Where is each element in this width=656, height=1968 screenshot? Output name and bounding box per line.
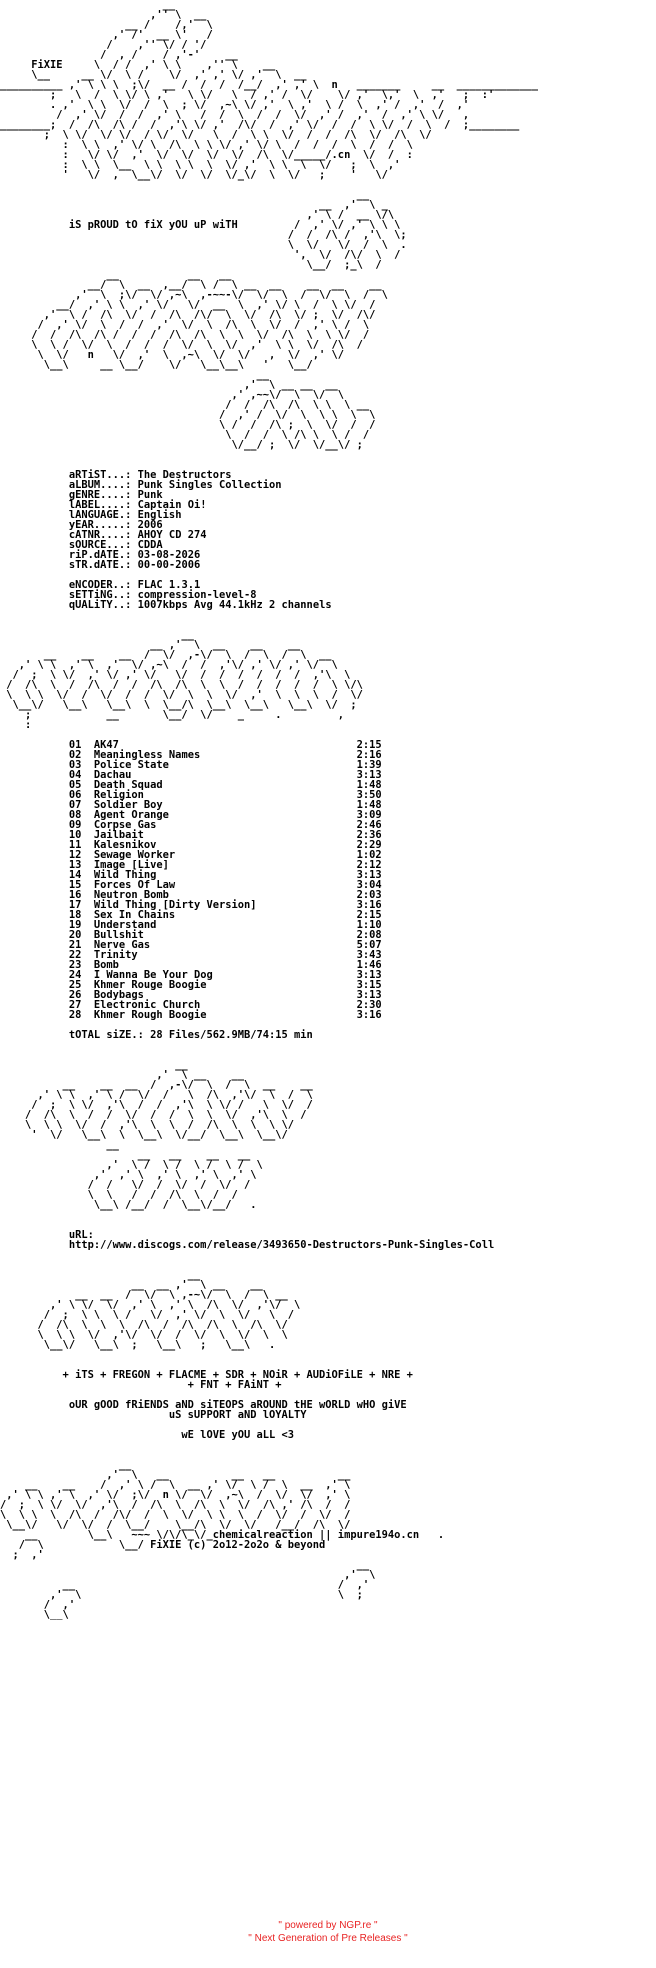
track-number: 14 bbox=[68, 869, 82, 881]
greets-friends-line-1: oUR gOOD fRiENDS aND siTEOPS aROUND tHE wORLD wHO giVE bbox=[0, 1399, 407, 1411]
track-time: 3:13 bbox=[356, 769, 382, 781]
field-value: compression-level-8 bbox=[137, 589, 257, 601]
track-number: 06 bbox=[68, 789, 82, 801]
track-number: 27 bbox=[68, 999, 82, 1011]
track-title: Kalesnikov bbox=[93, 839, 157, 851]
track-title: Trinity bbox=[93, 949, 138, 961]
track-number: 28 bbox=[68, 1009, 82, 1021]
signoff-ascii-logo: __ ,' \ __ __ __ __ __ __ / ,' \ / \ __ ,' \/ \ / \ __ ,' \ ,' \ \ ,' \ ,' \/ ;\/ n \/ \/ ,~\ / \/ \/ ,' \ / ; \ \/ \/ ,'\ / /\ \ /\ \ \/ /\ ,' /\ / / \ \ \ \ /\ / /\/ / \ \/ \ \ \ / \/ / \/ / \__\/ \/ \/ / \__/ \__/\ \/ \/ /__/ /\ \/ __ \__\ ~~~ \/\/\_\/_chemicalreaction || impure194o.cn . / \ \__/ FiXIE (c) 2o12-2o2o & beyond ; ,' __ ,' \ __ / ,' ,' \ \ ; / ,' \__\ bbox=[0, 1459, 445, 1620]
release-info-block bbox=[0, 470, 656, 570]
track-title: Wild Thing [Dirty Version] bbox=[93, 899, 257, 911]
field-value: English bbox=[137, 509, 182, 521]
footer-tagline: " Next Generation of Pre Releases " bbox=[248, 1933, 408, 1944]
track-title: Death Squad bbox=[93, 779, 163, 791]
track-number: 25 bbox=[68, 979, 82, 991]
total-size: tOTAL siZE.: 28 Files/562.9MB/74:15 min bbox=[0, 1029, 313, 1041]
track-number: 09 bbox=[68, 819, 82, 831]
greets-groups-line-1: + iTS + FREGON + FLACME + SDR + NOiR + AUDiOFiLE + NRE + bbox=[0, 1369, 413, 1381]
track-number: 15 bbox=[68, 879, 82, 891]
track-title: Forces Of Law bbox=[93, 879, 176, 891]
track-time: 3:16 bbox=[356, 899, 382, 911]
url-label: uRL: bbox=[0, 1229, 94, 1241]
greets-ascii-logo: __ __ __ ,' \ __ __ __ __ / \/ \ ,-~\/ \ / \ __ ,' \ \/ \/ ,' \ ,' \ /\ \/ ,'\/ \ / ; \ \ \ / \/ ,' \/ \ \/ \ / / /\ \ \ \ /\ / /\ /\ \ /\ \/ \ \ \ \/ ,'\/ \/ / \/ \ \/ \ \ \__\/ \__\ ; \__\ ; \__\ . bbox=[37, 1269, 301, 1351]
track-number: 05 bbox=[68, 779, 82, 791]
field-key: aRTiST...: bbox=[68, 469, 132, 481]
impure-ascii-logo: __ __ __ __/ \ __ ,__/ \ / \ __ __ __ __ __ ,' \ ;\/ \/ ,~\ ,-~~-\/ \/ \ / \/ \ / \ __/ ,' \ \ ,' \/ \/ __ \ ,' \/ \ / \ \/ / ,' \ / /\ \/ / /\ /\/ \ \/ /\ \/ ; \/ /\/ / ,' \/ \ / / ,' \/ \ /\ \ \/ / ,' \ / \ / / /\ /\ / / / /\ /\ \ \ \/ /\ \ \ \/ / \ \ / \/ \ / / / \/ \ \/ ,' \ \ \/ /\ / \ \/ n \/ ,' \ ,~\ \/ \/ , \/ ,' \/ \__\ __ \__/ \/ \__\__\ ' \__/ bbox=[31, 269, 388, 371]
track-number: 20 bbox=[68, 929, 82, 941]
track-number: 16 bbox=[68, 889, 82, 901]
track-title: Corpse Gas bbox=[93, 819, 157, 831]
track-time: 2:16 bbox=[356, 749, 382, 761]
track-title: Image [Live] bbox=[93, 859, 169, 871]
field-key: qUALiTY..: bbox=[68, 599, 132, 611]
track-title: Meaningless Names bbox=[93, 749, 201, 761]
track-time: 3:09 bbox=[356, 809, 382, 821]
track-number: 11 bbox=[68, 839, 82, 851]
track-number: 03 bbox=[68, 759, 82, 771]
field-value: 00-00-2006 bbox=[137, 559, 201, 571]
proud-to-fix-ascii-logo: __ __ ,' \ _ ,' \ / __ \/\ iS pROUD tO fiX yOU uP wiTH / ,' \/ ,' \ \ \ / / /\ / ,'\ \; \ \/ \/ / \ . ', \/ /\/ \ / \__/ ;_\ / bbox=[68, 189, 407, 271]
field-key: eNCODER..: bbox=[68, 579, 132, 591]
track-time: 1:48 bbox=[356, 799, 382, 811]
nfo-ascii-logo: __ ,' \ __ __ __ ,' ,~~\/ \ \/ \ / / /\ /\ \ \ \ __ / ,' / \/ \ \ \ \ \ \ / / /\ ; \ \/ / / \ / / \ /\ \ \ / / \/__/ ; \/ \/__\/ ; bbox=[218, 369, 376, 451]
track-time: 3:16 bbox=[356, 1009, 382, 1021]
track-title: AK47 bbox=[93, 739, 119, 751]
track-time: 1:46 bbox=[356, 959, 382, 971]
release-url-link[interactable]: http://www.discogs.com/release/3493650-Destructors-Punk-Singles-Coll bbox=[0, 1239, 495, 1251]
track-time: 3:15 bbox=[356, 979, 382, 991]
track-time: 1:39 bbox=[356, 759, 382, 771]
tracklist bbox=[0, 740, 656, 1020]
track-title: Khmer Rough Boogie bbox=[93, 1009, 207, 1021]
encoding-info-block bbox=[0, 580, 656, 610]
track-title: Bullshit bbox=[93, 929, 144, 941]
track-time: 1:10 bbox=[356, 919, 382, 931]
greets-friends-line-2: uS sUPPORT aND lOYALTY bbox=[0, 1409, 307, 1421]
track-time: 2:03 bbox=[356, 889, 382, 901]
track-time: 3:13 bbox=[356, 969, 382, 981]
track-title: Soldier Boy bbox=[93, 799, 163, 811]
track-number: 08 bbox=[68, 809, 82, 821]
field-key: gENRE....: bbox=[68, 489, 132, 501]
field-key: sOURCE...: bbox=[68, 539, 132, 551]
field-key: lANGUAGE.: bbox=[68, 509, 132, 521]
track-time: 2:46 bbox=[356, 819, 382, 831]
track-title: Sex In Chains bbox=[93, 909, 176, 921]
track-title: Jailbait bbox=[93, 829, 144, 841]
track-time: 3:13 bbox=[356, 869, 382, 881]
track-number: 07 bbox=[68, 799, 82, 811]
track-title: Agent Orange bbox=[93, 809, 169, 821]
track-number: 01 bbox=[68, 739, 82, 751]
track-number: 17 bbox=[68, 899, 82, 911]
field-value: Captain Oi! bbox=[137, 499, 207, 511]
track-time: 2:15 bbox=[356, 909, 382, 921]
track-number: 18 bbox=[68, 909, 82, 921]
track-title: Religion bbox=[93, 789, 144, 801]
track-time: 3:50 bbox=[356, 789, 382, 801]
track-number: 26 bbox=[68, 989, 82, 1001]
field-key: sETTiNG..: bbox=[68, 589, 132, 601]
track-title: Neutron Bomb bbox=[93, 889, 169, 901]
track-time: 3:13 bbox=[356, 989, 382, 1001]
track-time: 2:30 bbox=[356, 999, 382, 1011]
track-title: Police State bbox=[93, 759, 169, 771]
footer bbox=[0, 1919, 656, 1945]
field-value: 2006 bbox=[137, 519, 163, 531]
fixie-header-ascii-logo: __ ,'' \ __ __ / /,' \ ,' /' __ \' / / ,'' \/ / '/ / , / / ,'-' __ FiXIE \ / / ,' \ \ ,'' \ __ \__ __ \/ \ / \/ ,' ,' \/ ,' \ __ __________ ,' \ \ \ ;\/ __ / / / /__/ ,' ,' \ n _______ __ _____________ ; \ / \ \/ \ ,' \ \/ \ / ,' / \/ \/ ,' \,' \ ,' ; :' . ,' \ \ \/ / \ ; \/ ,~\ \/ ,' \ ,' \ / \ ,' / ,' / ,' / ,' \/ / / ,' \ / / \ / / \/ ,' / ,' / ,' \ \/ , ________; / /\ /\ / / ,'\ \/ ,' /\/ / ,' \/ / / \ \/ / \ / ;________ ; \ \/ \/ \/ / \/ \/ \ / \ \ \/ / / /\ \/ /\ \/ : \ \ ,' \/ \ /\ \ \ \/ ,' \/ \ / / / \ / / \ : \/ \/ ,' \/ \/ \/ \/ /\ \/_____/.cn \/ / : : \ \ \__ \ \ \ \ \ \/ ,' \ \ \ \/ ; \ ,' ' \/ , \__\/ \/ \/ \/_\/ \ \/ ; ' \/ bbox=[0, 0, 538, 181]
tracklist-ascii-logo: __ __ ,' \ __ __ __ __ __ __ / \/ ,-\/ \ / \ / \ __ ,' \ \ ,' \ ,' \/ ,~\ / / ,'\/ ,' \/ ,' \/ \ / ; \ \/ ,' \/ ,' \/ \/ / / / / / / ,'\ \ / /\ \ / /\ / / /\ /\ \ \ / / / / / \ \/\ \ \ \ \/ / \/ / / \/ \ \ \/ ,' \ \ \ / \/ \__\/ \__\ \__\ \ \__/\ \__\ \__\ \__\ \/ ; ; __ \__/ \/ _ . , : bbox=[6, 629, 363, 731]
track-time: 2:36 bbox=[356, 829, 382, 841]
release-field-row bbox=[0, 560, 656, 570]
track-time: 3:04 bbox=[356, 879, 382, 891]
field-key: riP.dATE.: bbox=[68, 549, 132, 561]
field-key: aLBUM....: bbox=[68, 479, 132, 491]
track-time: 1:02 bbox=[356, 849, 382, 861]
greets-love-line: wE lOVE yOU aLL <3 bbox=[0, 1429, 295, 1441]
track-row bbox=[0, 1010, 656, 1020]
greets-groups-line-2: + FNT + FAiNT + bbox=[0, 1379, 282, 1391]
field-value: FLAC 1.3.1 bbox=[137, 579, 201, 591]
field-key: lABEL....: bbox=[68, 499, 132, 511]
field-value: Punk Singles Collection bbox=[137, 479, 282, 491]
track-time: 2:08 bbox=[356, 929, 382, 941]
track-number: 19 bbox=[68, 919, 82, 931]
footer-powered-by-link[interactable]: " powered by NGP.re " bbox=[278, 1920, 378, 1931]
track-time: 3:43 bbox=[356, 949, 382, 961]
track-time: 2:12 bbox=[356, 859, 382, 871]
track-number: 21 bbox=[68, 939, 82, 951]
field-value: AHOY CD 274 bbox=[137, 529, 207, 541]
track-number: 10 bbox=[68, 829, 82, 841]
notes-ascii-logo: __ ,' \ __ __ __ __ __ / ,-\/ \ / \ __ __ ,' \ \ ,' \ / \/ / \ /\ ,'\/ \ / \ / ; \ \/ ,'\ / / ,'\ \ \/ / \ \/ / / /\ \ / / \/ / / \ \ \/ ,'\ \ / \ \ \ \/ / ,'\ \ \ / /\ \ \ \ \/ ' \/ \__\ \ \__\ \/__/ \__\ \__\/ __ __ __ __ __ ,' \ / \ / \ / \ / \ ,' ,' \ ,' \ ,' \ ,' \ / / \/ / \/ / \/ / \ \ / / /\ \ / / \__\ /__/ / \__\/__/ . bbox=[25, 1059, 313, 1211]
track-title: Electronic Church bbox=[93, 999, 201, 1011]
track-title: Sewage Worker bbox=[93, 849, 176, 861]
field-key: sTR.dATE.: bbox=[68, 559, 132, 571]
field-value: The Destructors bbox=[137, 469, 232, 481]
track-number: 12 bbox=[68, 849, 82, 861]
field-key: cATNR....: bbox=[68, 529, 132, 541]
track-number: 24 bbox=[68, 969, 82, 981]
field-value: 1007kbps Avg 44.1kHz 2 channels bbox=[137, 599, 332, 611]
track-number: 23 bbox=[68, 959, 82, 971]
track-number: 04 bbox=[68, 769, 82, 781]
track-title: Khmer Rouge Boogie bbox=[93, 979, 207, 991]
track-title: Wild Thing bbox=[93, 869, 157, 881]
track-time: 5:07 bbox=[356, 939, 382, 951]
track-title: I Wanna Be Your Dog bbox=[93, 969, 213, 981]
track-title: Bomb bbox=[93, 959, 119, 971]
track-title: Nerve Gas bbox=[93, 939, 151, 951]
field-key: yEAR.....: bbox=[68, 519, 132, 531]
track-number: 13 bbox=[68, 859, 82, 871]
field-value: CDDA bbox=[137, 539, 163, 551]
field-value: Punk bbox=[137, 489, 163, 501]
track-number: 02 bbox=[68, 749, 82, 761]
track-time: 2:15 bbox=[356, 739, 382, 751]
encoding-field-row bbox=[0, 600, 656, 610]
track-time: 2:29 bbox=[356, 839, 382, 851]
field-value: 03-08-2026 bbox=[137, 549, 201, 561]
track-title: Understand bbox=[93, 919, 157, 931]
track-title: Bodybags bbox=[93, 989, 144, 1001]
track-title: Dachau bbox=[93, 769, 132, 781]
track-number: 22 bbox=[68, 949, 82, 961]
track-time: 1:48 bbox=[356, 779, 382, 791]
